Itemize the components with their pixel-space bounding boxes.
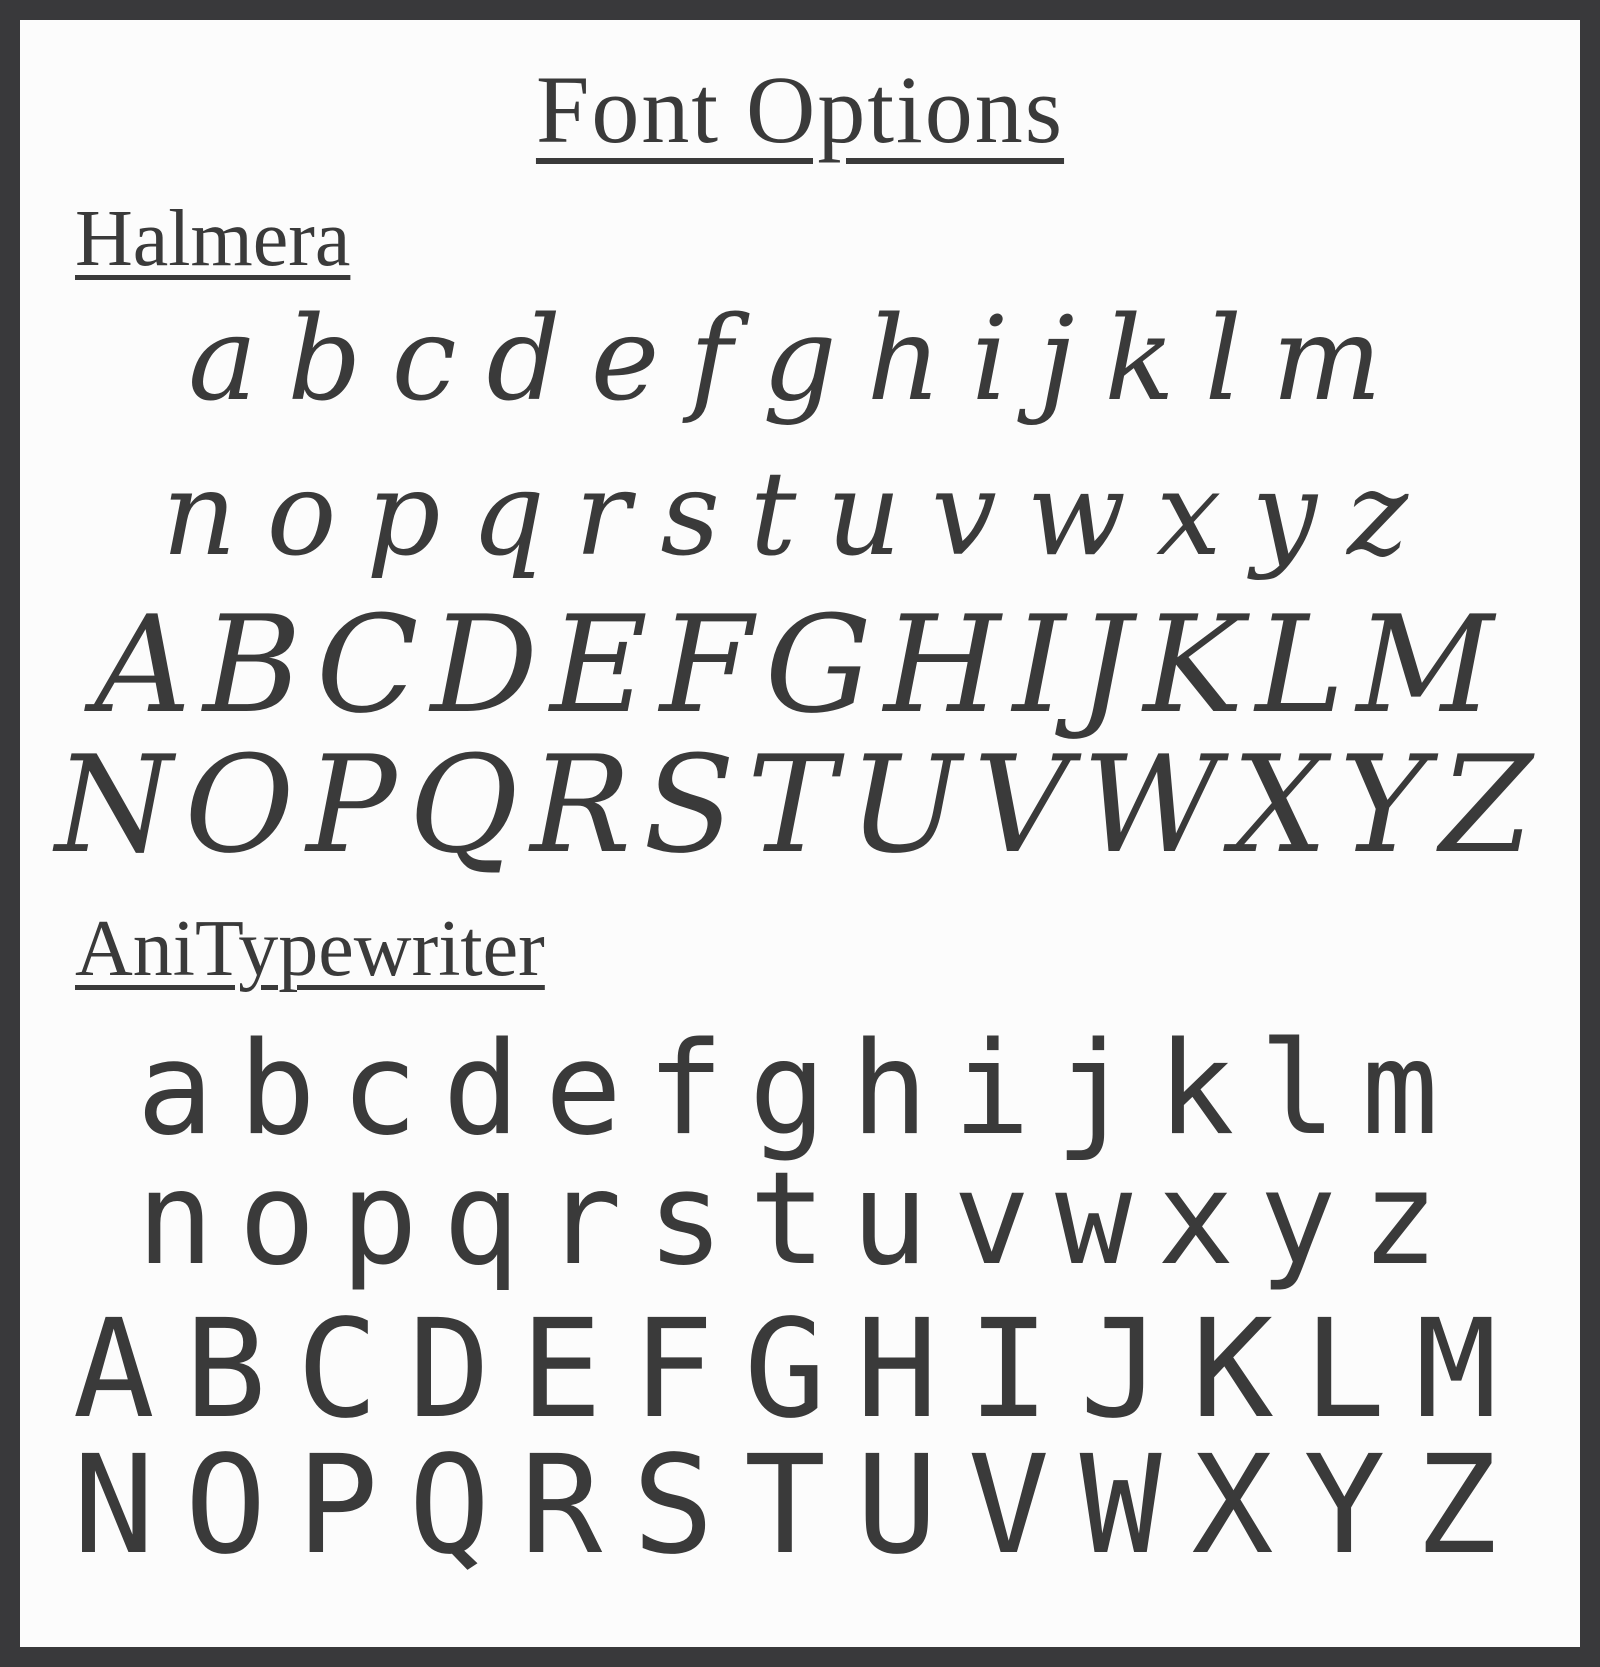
font-name-anitypewriter: AniTypewriter (75, 904, 545, 993)
anitypewriter-lowercase-a-m: abcdefghijklm (136, 1014, 1464, 1164)
halmera-uppercase-n-z: NOPQRSTUVWXYZ (55, 726, 1545, 883)
sheet-paper (20, 20, 1580, 1647)
anitypewriter-uppercase-n-z: NOPQRSTUVWXYZ (72, 1426, 1528, 1585)
font-section-halmera (20, 165, 1580, 883)
font-name-halmera: Halmera (75, 195, 351, 284)
page-title: Font Options (535, 56, 1065, 163)
halmera-lowercase-a-m: abcdefghijklm (188, 291, 1412, 427)
anitypewriter-lowercase-n-z: nopqrstuvwxyz (136, 1144, 1464, 1294)
halmera-lowercase-n-z: nopqrstuvwxyz (161, 446, 1439, 582)
halmera-uppercase-a-m: ABCDEFGHIJKLM (94, 586, 1506, 743)
anitypewriter-uppercase-a-m: ABCDEFGHIJKLM (72, 1290, 1528, 1449)
font-section-anitypewriter (20, 872, 1580, 1585)
